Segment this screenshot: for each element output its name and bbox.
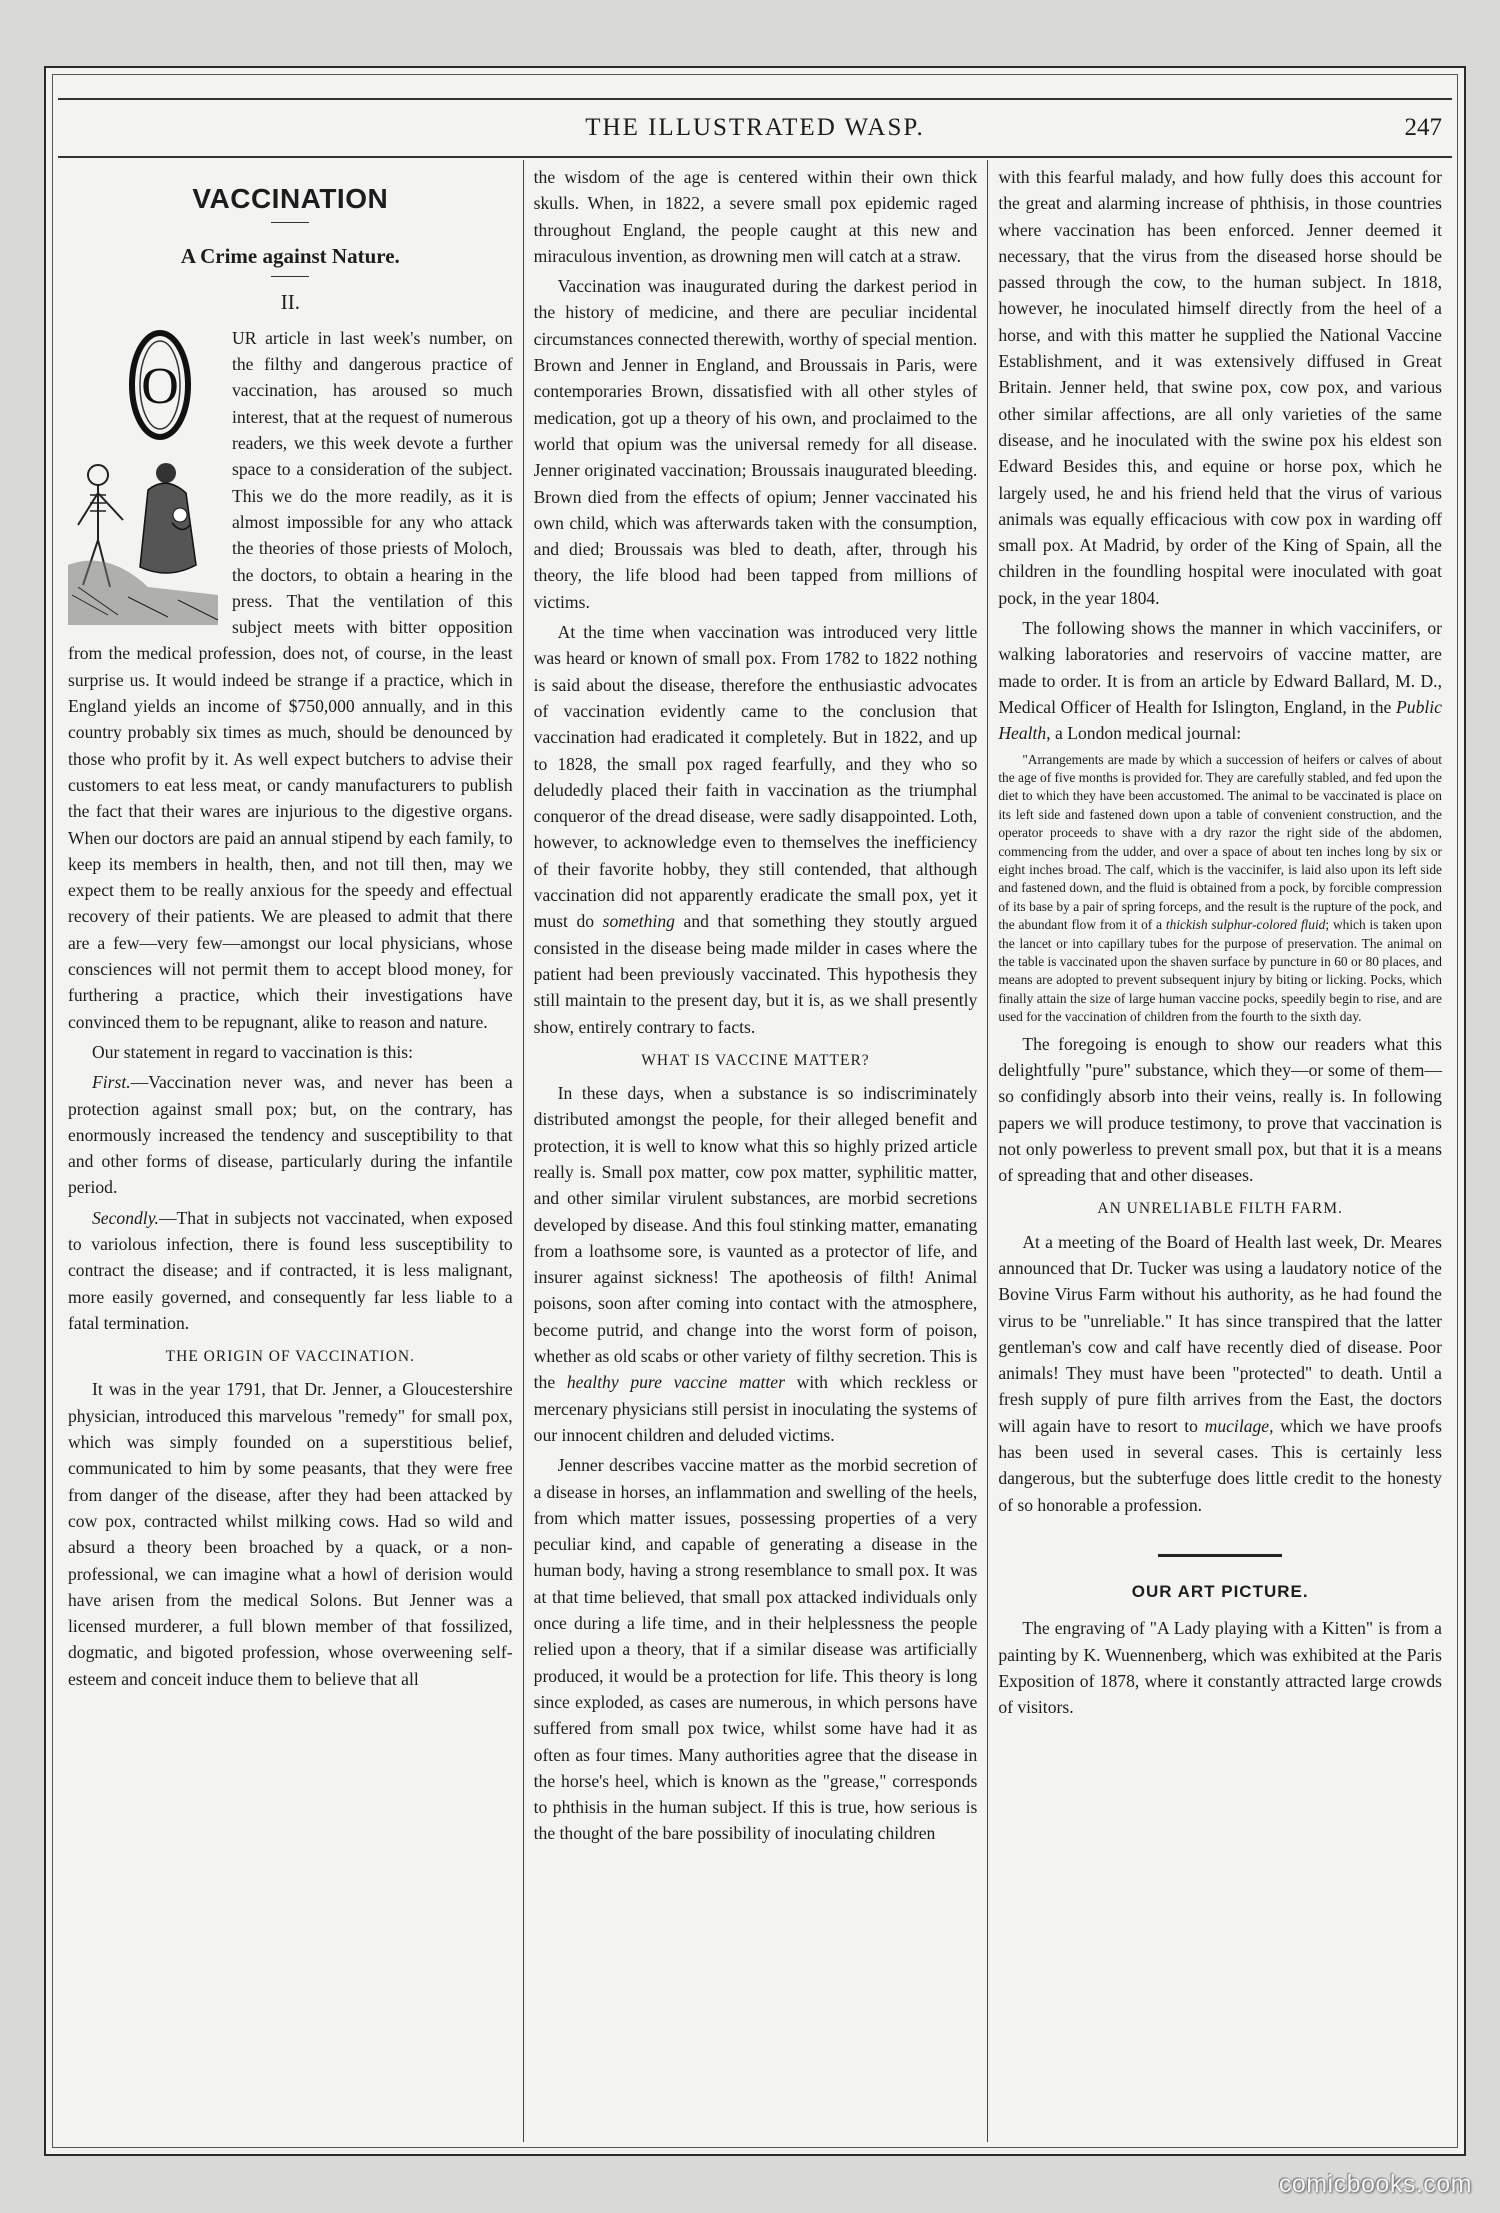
first-point — [68, 1069, 513, 1200]
col2-p4-text-a: In these days, when a substance is so indiscriminately distributed amongst the people, for their alleged benefit and protection, it is well to know what this so highly prized article really is. Small pox matter, cow pox matter, syphilitic matter, and other similar virulent substances, are morbid secretions developed by disease. And this foul stinking matter, emanating from a loathsome sore, is vaunted as a protector of life, and insurer against sickness! The apotheosis of filth! Animal poisons, soon after coming into contact with the atmosphere, become putrid, and change into the worst form of poison, whether as old scabs or other variety of filthy secretion. This is the — [533, 1083, 978, 1393]
article-columns — [58, 160, 1452, 2142]
col2-p4-emphasis: healthy pure vaccine matter — [566, 1372, 785, 1393]
col2-paragraph-4 — [534, 1080, 978, 1448]
second-label: Secondly. — [92, 1207, 159, 1228]
col3-paragraph-1: with this fearful malady, and how fully does this account for the great and alarming increase of phthisis, in those countries where vaccination has been enforced. Jenner deemed it necessary, that the virus from the diseased horse should be passed through the cow, to the human subject. In 1818, however, he inoculated himself directly from the heel of a horse, and with this matter he supplied the National Vaccine Establishment, and it was extensively diffused in Great Britain. Jenner held, that swine pox, cow pox, and various other similar affections, are all only varieties of the same disease, and he inoculated with the swine pox his eldest son Edward Besides this, and equine or horse pox, which he largely used, he and his friend held that the virus of various animals was equally efficacious with cow pox in warding off small pox. At Madrid, by order of the King of Spain, all the children in the foundling hospital were inoculated with goat pock, in the year 1804. — [998, 167, 1442, 608]
part-number: II. — [280, 289, 300, 314]
col3-paragraph-4 — [998, 1229, 1442, 1518]
col2-paragraph-2: Vaccination was inaugurated during the darkest period in the history of medicine, and there are peculiar incidental circumstances connected therewith, worthy of special mention. Brown and Jenner in England, and Broussais in Paris, were contemporaries Brown, dissatisfied with all other styles of medication, got up a theory of his own, and proclaimed to the world that opium was the universal remedy for all disease. Jenner originated vaccination; Broussais inaugurated bleeding. Brown died from the effects of opium; Jenner vaccinated his own child, which was afterwards taken with the consumption, and died; Broussais was bled to death, after, through his theory, the life blood had been tapped from millions of victims. — [533, 276, 978, 612]
quote-text-a: "Arrangements are made by which a succession of heifers or calves of about the age of five months is provided for. They are carefully stabled, and fed upon the diet to which they have been accustomed. The animal to be vaccinated is place on its left side and fastened down upon a table of convenient construction, and the operator proceeds to shave with a dry razor the right side of the abdomen, commencing from the udder, and over a space of about ten inches long by six or eight inches broad. The calf, which is the vaccinifer, is laid also upon its left side and fastened down, and the fluid is obtained from a pock, by forcible compression of its base by a pair of spring forceps, and the result is the rupture of the pock, and the abundant flow from it of a — [998, 751, 1442, 933]
statement-paragraph: Our statement in regard to vaccination is this: — [92, 1041, 414, 1062]
col3-p4-text-a: At a meeting of the Board of Health last week, Dr. Meares announced that Dr. Tucker was using a laudatory notice of the Bovine Virus Farm without his authority, as he had found the virus to be "unreliable." It has since transpired that the latter gentleman's cow and calf have recently died of disease. Poor animals! They must have been "protected" to death. Until a fresh supply of pure filth arrives from the East, the doctors will again have to resort to — [998, 1231, 1442, 1436]
col2-paragraph-1: the wisdom of the age is centered within their own thick skulls. When, in 1822, a severe small pox epidemic raged throughout England, the people caught at this new and miraculous invention, as drowning men will catch at a straw. — [533, 167, 978, 266]
second-text: —That in subjects not vaccinated, when exposed to variolous infection, there is found less susceptibility to contract the disease; and if contracted, it is less malignant, more easily governed, and consequently far less liable to a fatal termination. — [68, 1207, 513, 1333]
section-divider — [1158, 1554, 1282, 1557]
newspaper-page — [44, 66, 1466, 2156]
journal-name: Public Health — [998, 696, 1442, 744]
first-text: —Vaccination never was, and never has been a protection against small pox; but, on the contrary, has enormously increased the tendency and susceptibility to that and other forms of disease, particularly during the infantile period. — [68, 1072, 513, 1198]
subtitle-rule — [271, 276, 309, 277]
col3-paragraph-2 — [998, 615, 1442, 746]
col2-paragraph-5: Jenner describes vaccine matter as the morbid secretion of a disease in horses, an inflammation and swelling of the heels, from which matter issues, possessing properties of a very peculiar kind, and capable of generating a disease in the human body, having a strong resemblance to small pox. It was at that time believed, that small pox attacked individuals only once during a life time, and in their helplessness the people relied upon a theory, that if a similar disease was artificially produced, it would be a protection for life. This theory is long since exploded, as cases are numerous, in which persons have suffered from small pox twice, whilst some have had it as often as four times. Many authorities agree that the disease in the horse's heel, which is known as the "grease," corresponds to phthisis in the human subject. If this is true, how serious is the thought of the bare possibility of inoculating children — [533, 1455, 978, 1844]
col2-p4-text-b: with which reckless or mercenary physicians still persist in inoculating the systems of our innocent children and deluded victims. — [533, 1372, 978, 1445]
quote-text-b: ; which is taken upon the lancet or into capillary tubes for the purpose of preservation. The animal on the table is vaccinated upon the shaven surface by puncture in 60 or 80 places, and means are adopted to prevent subsequent injury by biting or licking. Pocks, which finally attain the size of large human vaccine pocks, speedily begin to rise, and are used for the vaccination of children from the fourth to the sixth day. — [998, 917, 1442, 1025]
col3-p2-text-b: , a London medical journal: — [1046, 723, 1242, 744]
second-point — [68, 1205, 513, 1336]
col3-p4-text-b: which we have proofs has been used in several cases. This is certainly less dangerous, but the subterfuge does little credit to the honesty of so honorable a profession. — [998, 1415, 1442, 1515]
skeleton-mother-child-illustration — [68, 325, 224, 625]
illustrated-dropcap — [68, 325, 224, 625]
article-subtitle: A Crime against Nature. — [180, 244, 400, 269]
art-picture-heading: OUR ART PICTURE. — [1131, 1581, 1309, 1601]
column-3 — [987, 160, 1452, 2142]
col2-p3-text-b: and that something they stoutly argued consisted in the disease being made milder in cases where the patient had been previously vaccinated. This hypothesis they still maintain to the present day, but it is, as we shall presently show, entirely contrary to facts. — [533, 911, 978, 1037]
column-2 — [523, 160, 988, 2142]
art-picture-paragraph: The engraving of "A Lady playing with a Kitten" is from a painting by K. Wuennenberg, which was exhibited at the Paris Exposition of 1878, where it constantly attracted large crowds of visitors. — [998, 1618, 1442, 1718]
col2-p3-emphasis: something — [602, 911, 675, 932]
ballard-quote — [998, 751, 1442, 1027]
filth-farm-heading: AN UNRELIABLE FILTH FARM. — [1097, 1200, 1343, 1218]
title-rule — [271, 222, 309, 223]
origin-paragraph: It was in the year 1791, that Dr. Jenner, a Gloucestershire physician, introduced this marvelous "remedy" for small pox, which was simply founded on a superstitious belief, communicated to him by some peasants, that they were free from danger of the disease, after they had been attacked by cow pox, contracted whilst milking cows. Had so wild and absurd a theory been broached by a quack, or a non-professional, we can imagine what a howl of derision would have arisen from the medical Solons. But Jenner was a licensed murderer, a full blown member of that fossilized, dogmatic, and bigoted profession, whose overweening self-esteem and conceit induce them to believe that all — [68, 1379, 513, 1689]
vaccine-matter-heading: WHAT IS VACCINE MATTER? — [641, 1051, 870, 1069]
col3-paragraph-3: The foregoing is enough to show our readers what this delightfully "pure" substance, which they—or some of them—so confidingly absorb into their veins, really is. In following papers we will produce testimony, to prove that vaccination is not only powerless to prevent small pox, but that it is a means of spreading that and other diseases. — [998, 1033, 1442, 1186]
page-header — [58, 98, 1452, 158]
origin-heading: THE ORIGIN OF VACCINATION. — [165, 1348, 415, 1366]
running-title: THE ILLUSTRATED WASP. — [585, 114, 925, 141]
site-watermark: comicbooks.com — [1278, 2170, 1472, 2198]
page-number: 247 — [1404, 114, 1442, 141]
first-label: First. — [92, 1072, 131, 1093]
col2-p3-text-a: At the time when vaccination was introduced very little was heard or known of small pox. From 1782 to 1822 nothing is said about the disease, therefore the enthusiastic advocates of vaccination evidently came to the conclusion that vaccination had eradicated it completely. But in 1822, and up to 1828, the small pox raged fearfully, and they who so deludedly placed their faith in vaccination as the triumphal conqueror of the dread disease, were sadly disappointed. Loth, however, to acknowledge even to themselves the inefficiency of their favorite hobby, they still contended, that although vaccination did not apparently eradicate the small pox, yet it must do — [533, 622, 978, 932]
dropcap-letter: O — [141, 357, 179, 415]
intro-paragraph: UR article in last week's number, on the filthy and dangerous practice of vaccination, has aroused so much interest, that at the request of numerous readers, we this week devote a further space to a consideration of the subject. This we do the more readily, as it is almost impossible for any who attack the theories of those priests of Moloch, the doctors, to obtain a hearing in the press. That the ventilation of this subject meets with bitter opposition from the medical profession, does not, of course, in the least surprise us. It would indeed be strange if a practice, which in England yields an income of $750,000 annually, and in this country probably six times as much, should be denounced by those who profit by it. As well expect butchers to advise their customers to eat less meat, or candy manufacturers to publish the fact that their wares are injurious to the digestive organs. When our doctors are paid an annual stipend by each family, to keep its members in health, then, and not till then, may we expect them to be really anxious for the speedy and effectual recovery of their patients. We are pleased to admit that there are a few—very few—amongst our local physicians, whose consciences will not permit them to accept blood money, for furthering a practice, which their investigations have convinced them to be repugnant, alike to reason and nature. — [68, 327, 513, 1032]
quote-emphasis: thickish sulphur-colored fluid — [1165, 917, 1326, 933]
col3-p2-text-a: The following shows the manner in which vaccinifers, or walking laboratories and reservoirs of vaccine matter, are made to order. It is from an article by Edward Ballard, M. D., Medical Officer of Health for Islington, England, in the — [998, 618, 1442, 717]
col2-paragraph-3 — [534, 619, 978, 1040]
article-title: VACCINATION — [192, 183, 389, 214]
col3-p4-emphasis: mucilage, — [1204, 1415, 1274, 1436]
column-1 — [58, 160, 523, 2142]
